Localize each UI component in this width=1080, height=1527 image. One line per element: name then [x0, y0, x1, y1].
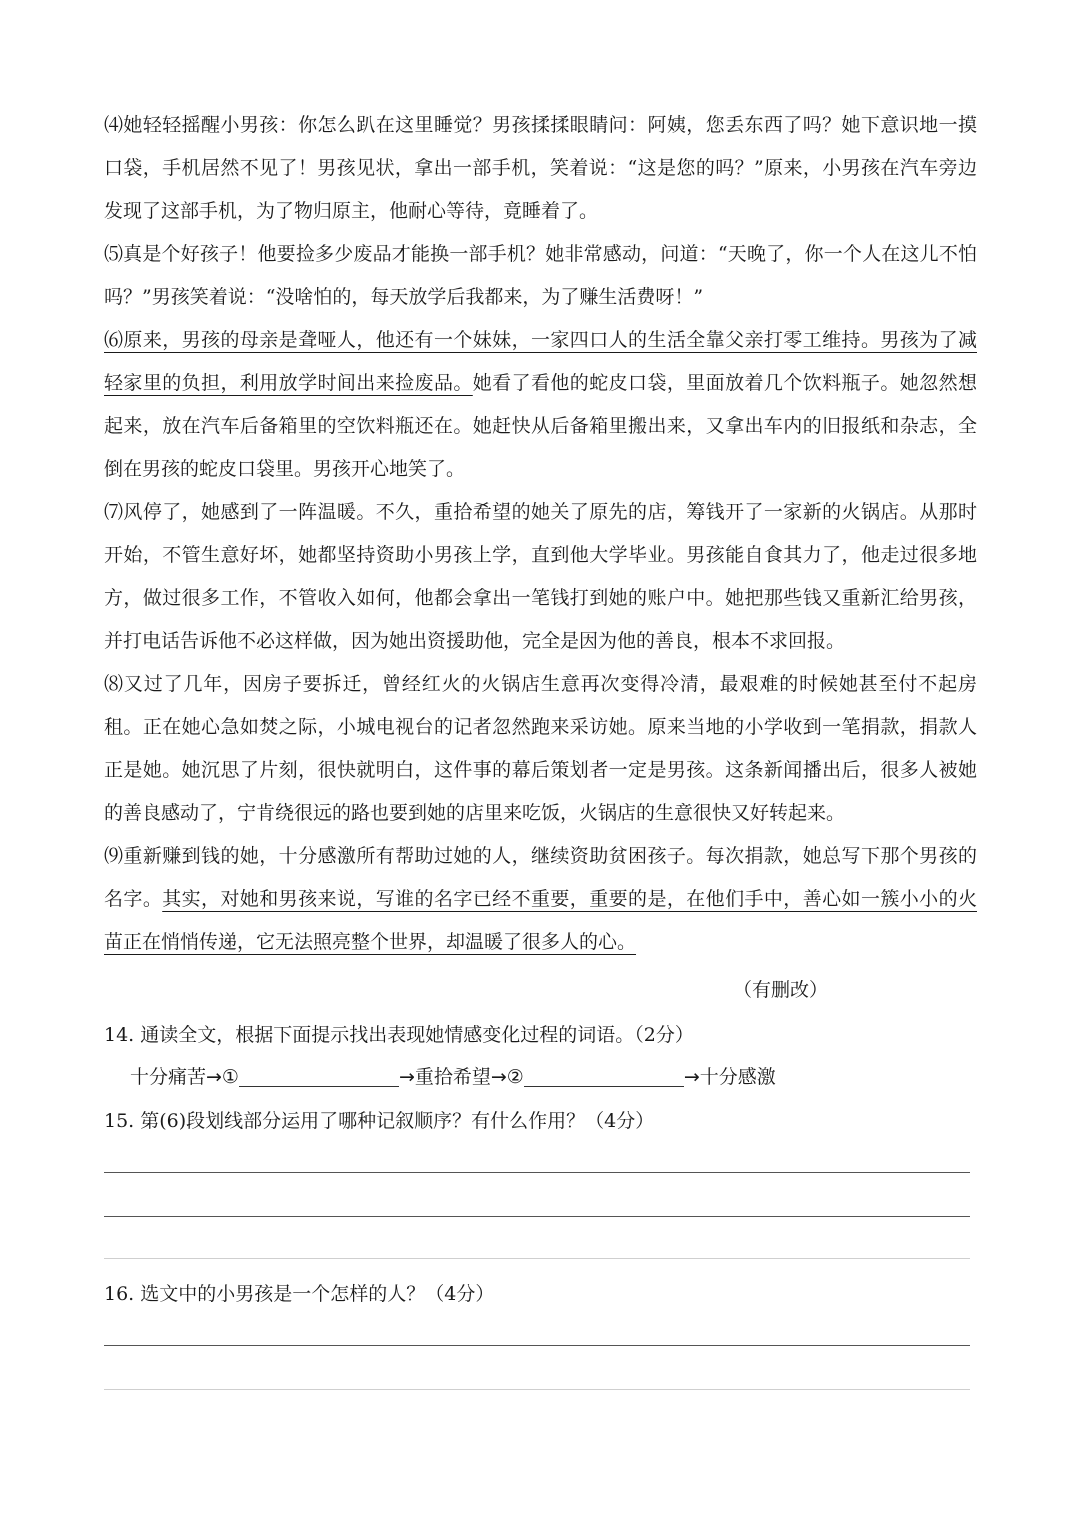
answer-blank-1[interactable]: [239, 1064, 399, 1087]
flow-start: 十分痛苦→①: [130, 1066, 239, 1088]
paragraph-5: ⑸真是个好孩子！他要捡多少废品才能换一部手机？她非常感动，问道：“天晚了，你一个人在这儿不怕吗？”男孩笑着说：“没啥怕的，每天放学后我都来，为了赚生活费呀！”: [104, 243, 977, 308]
answer-line-16-2[interactable]: [104, 1389, 970, 1390]
question-14-flow: [130, 1062, 776, 1092]
paragraph-9-plain: ⑼重新赚到钱的她，十分感激所有帮助过她的人，继续资助贫困孩子。每次捐款，她总写下那个男孩的名字。: [104, 845, 977, 910]
paragraph-9-underlined: 其实，对她和男孩来说，写谁的名字已经不重要，重要的是，在他们手中，善心如一簇小小的火苗正在悄悄传递，它无法照亮整个世界，却温暖了很多人的心。: [104, 888, 977, 953]
paragraph-8: ⑻又过了几年，因房子要拆迁，曾经红火的火锅店生意再次变得冷清，最艰难的时候她甚至付不起房租。正在她心急如焚之际，小城电视台的记者忽然跑来采访她。原来当地的小学收到一笔捐款，捐款人正是她。她沉思了片刻，很快就明白，这件事的幕后策划者一定是男孩。这条新闻播出后，很多人被她的善良感动了，宁肯绕很远的路也要到她的店里来吃饭，火锅店的生意很快又好转起来。: [104, 673, 977, 824]
answer-line-15-2[interactable]: [104, 1216, 970, 1217]
flow-middle: →重拾希望→②: [398, 1066, 524, 1088]
answer-line-15-1[interactable]: [104, 1172, 970, 1173]
paragraph-7: ⑺风停了，她感到了一阵温暖。不久，重拾希望的她关了原先的店，筹钱开了一家新的火锅店。从那时开始，不管生意好坏，她都坚持资助小男孩上学，直到他大学毕业。男孩能自食其力了，他走过很多地方，做过很多工作，不管收入如何，他都会拿出一笔钱打到她的账户中。她把那些钱又重新汇给男孩，并打电话告诉他不必这样做，因为她出资援助他，完全是因为他的善良，根本不求回报。: [104, 501, 977, 652]
paragraph-9: [104, 835, 977, 964]
paragraph-4: ⑷她轻轻摇醒小男孩：你怎么趴在这里睡觉？男孩揉揉眼睛问：阿姨，您丢东西了吗？她下意识地一摸口袋，手机居然不见了！男孩见状，拿出一部手机，笑着说：“这是您的吗？”原来，小男孩在汽车旁边发现了这部手机，为了物归原主，他耐心等待，竟睡着了。: [104, 114, 977, 222]
answer-line-16-1[interactable]: [104, 1345, 970, 1346]
answer-line-15-3[interactable]: [104, 1258, 970, 1259]
question-16: 16. 选文中的小男孩是一个怎样的人？（4分）: [104, 1283, 495, 1305]
source-note: （有删改）: [732, 979, 828, 1001]
answer-blank-2[interactable]: [524, 1064, 684, 1087]
question-14: 14. 通读全文，根据下面提示找出表现她情感变化过程的词语。（2分）: [104, 1024, 694, 1046]
paragraph-6-rest: 她看了看他的蛇皮口袋，里面放着几个饮料瓶子。她忽然想起来，放在汽车后备箱里的空饮料瓶还在。她赶快从后备箱里搬出来，又拿出车内的旧报纸和杂志，全倒在男孩的蛇皮口袋里。男孩开心地笑了。: [104, 372, 977, 480]
paragraph-6: [104, 319, 977, 491]
flow-end: →十分感激: [683, 1066, 776, 1088]
question-15: 15. 第(6)段划线部分运用了哪种记叙顺序？有什么作用？（4分）: [104, 1110, 655, 1132]
paragraph-6-underlined: ⑹原来，男孩的母亲是聋哑人，他还有一个妹妹，一家四口人的生活全靠父亲打零工维持。男孩为了减轻家里的负担，利用放学时间出来捡废品。: [104, 329, 977, 394]
